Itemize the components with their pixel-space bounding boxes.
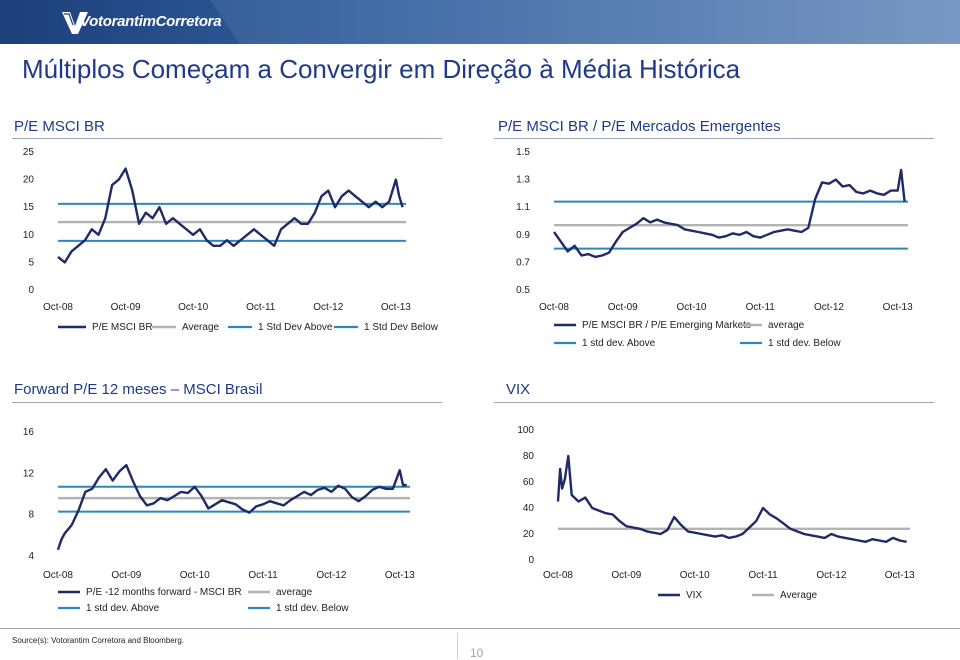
x-tick-label: Oct-09 <box>110 302 141 313</box>
x-tick-label: Oct-09 <box>607 302 638 313</box>
x-tick-label: Oct-13 <box>884 570 915 581</box>
chart-vix <box>482 412 952 624</box>
y-tick-label: 0.9 <box>516 229 530 241</box>
y-tick-label: 1.3 <box>516 174 530 186</box>
y-tick-label: 8 <box>28 509 34 521</box>
legend-label: P/E MSCI BR <box>92 322 153 333</box>
page-separator <box>457 633 458 659</box>
section-title-forward-pe: Forward P/E 12 meses – MSCI Brasil <box>14 381 263 398</box>
y-tick-label: 0.7 <box>516 257 530 269</box>
page-number: 10 <box>470 646 484 660</box>
y-tick-label: 20 <box>522 529 534 540</box>
x-tick-label: Oct-09 <box>111 570 142 581</box>
header-banner <box>0 0 960 44</box>
y-tick-label: 1.1 <box>516 202 530 214</box>
chart-forward-pe <box>0 412 470 624</box>
y-tick-label: 40 <box>522 503 534 514</box>
legend-label: VIX <box>686 590 703 601</box>
y-tick-label: 80 <box>522 451 534 462</box>
x-tick-label: Oct-12 <box>813 302 844 313</box>
y-tick-label: 15 <box>22 202 34 214</box>
series-line <box>58 465 407 550</box>
x-tick-label: Oct-10 <box>178 302 209 313</box>
y-tick-label: 0 <box>528 555 534 566</box>
y-tick-label: 100 <box>517 425 534 436</box>
y-tick-label: 25 <box>22 147 34 158</box>
y-tick-label: 0 <box>28 285 34 296</box>
x-tick-label: Oct-09 <box>611 570 642 581</box>
legend-label: 1 Std Dev Above <box>258 322 333 333</box>
y-tick-label: 12 <box>22 468 34 480</box>
x-tick-label: Oct-11 <box>745 302 775 313</box>
x-tick-label: Oct-10 <box>679 570 710 581</box>
x-tick-label: Oct-13 <box>380 302 411 313</box>
legend-label: average <box>276 587 313 598</box>
legend-label: 1 std dev. Below <box>276 603 349 614</box>
legend-label: 1 Std Dev Below <box>364 322 438 333</box>
section-title-vix: VIX <box>506 381 531 398</box>
y-tick-label: 5 <box>28 257 34 269</box>
legend-label: Average <box>182 322 220 333</box>
x-tick-label: Oct-10 <box>676 302 707 313</box>
logo-text: VotorantimCorretora <box>80 13 222 30</box>
chart-pe-msci-br-svg <box>0 140 470 355</box>
x-tick-label: Oct-12 <box>313 302 344 313</box>
y-tick-label: 20 <box>22 174 34 186</box>
section-divider <box>12 138 442 139</box>
section-divider <box>494 402 934 403</box>
x-tick-label: Oct-08 <box>542 570 574 581</box>
chart-pe-relative-svg <box>482 140 952 360</box>
y-tick-label: 0.5 <box>516 285 530 296</box>
x-tick-label: Oct-12 <box>316 570 347 581</box>
section-divider <box>12 402 442 403</box>
x-tick-label: Oct-13 <box>882 302 913 313</box>
x-tick-label: Oct-12 <box>816 570 847 581</box>
x-tick-label: Oct-10 <box>179 570 210 581</box>
slide-title: Múltiplos Começam a Convergir em Direção à Média Histórica <box>22 54 741 84</box>
section-title-pe-msci-br: P/E MSCI BR <box>14 118 105 135</box>
source-note: Source(s): Votorantim Corretora and Bloomberg. <box>12 636 185 645</box>
chart-vix-svg <box>482 412 952 624</box>
legend-label: 1 std dev. Below <box>768 338 841 349</box>
x-tick-label: Oct-11 <box>246 302 276 313</box>
chart-pe-msci-br <box>0 140 470 355</box>
y-tick-label: 60 <box>522 477 534 488</box>
series-line <box>58 169 403 263</box>
chart-forward-pe-svg <box>0 412 470 624</box>
legend-label: average <box>768 320 805 331</box>
chart-pe-relative <box>482 140 952 360</box>
legend-label: Average <box>780 590 818 601</box>
x-tick-label: Oct-08 <box>538 302 570 313</box>
y-tick-label: 1.5 <box>516 147 530 158</box>
x-tick-label: Oct-11 <box>748 570 778 581</box>
series-line <box>554 170 905 257</box>
legend-label: P/E MSCI BR / P/E Emerging Markets <box>582 320 751 331</box>
x-tick-label: Oct-08 <box>42 570 74 581</box>
y-tick-label: 10 <box>22 229 34 241</box>
x-tick-label: Oct-11 <box>248 570 278 581</box>
legend-label: 1 std dev. Above <box>86 603 160 614</box>
y-tick-label: 4 <box>28 551 34 562</box>
x-tick-label: Oct-13 <box>384 570 415 581</box>
footer-divider <box>0 628 960 629</box>
legend-label: P/E -12 months forward - MSCI BR <box>86 587 242 598</box>
section-title-pe-relative: P/E MSCI BR / P/E Mercados Emergentes <box>498 118 781 135</box>
y-tick-label: 16 <box>22 427 34 438</box>
legend-label: 1 std dev. Above <box>582 338 656 349</box>
section-divider <box>494 138 934 139</box>
x-tick-label: Oct-08 <box>42 302 74 313</box>
